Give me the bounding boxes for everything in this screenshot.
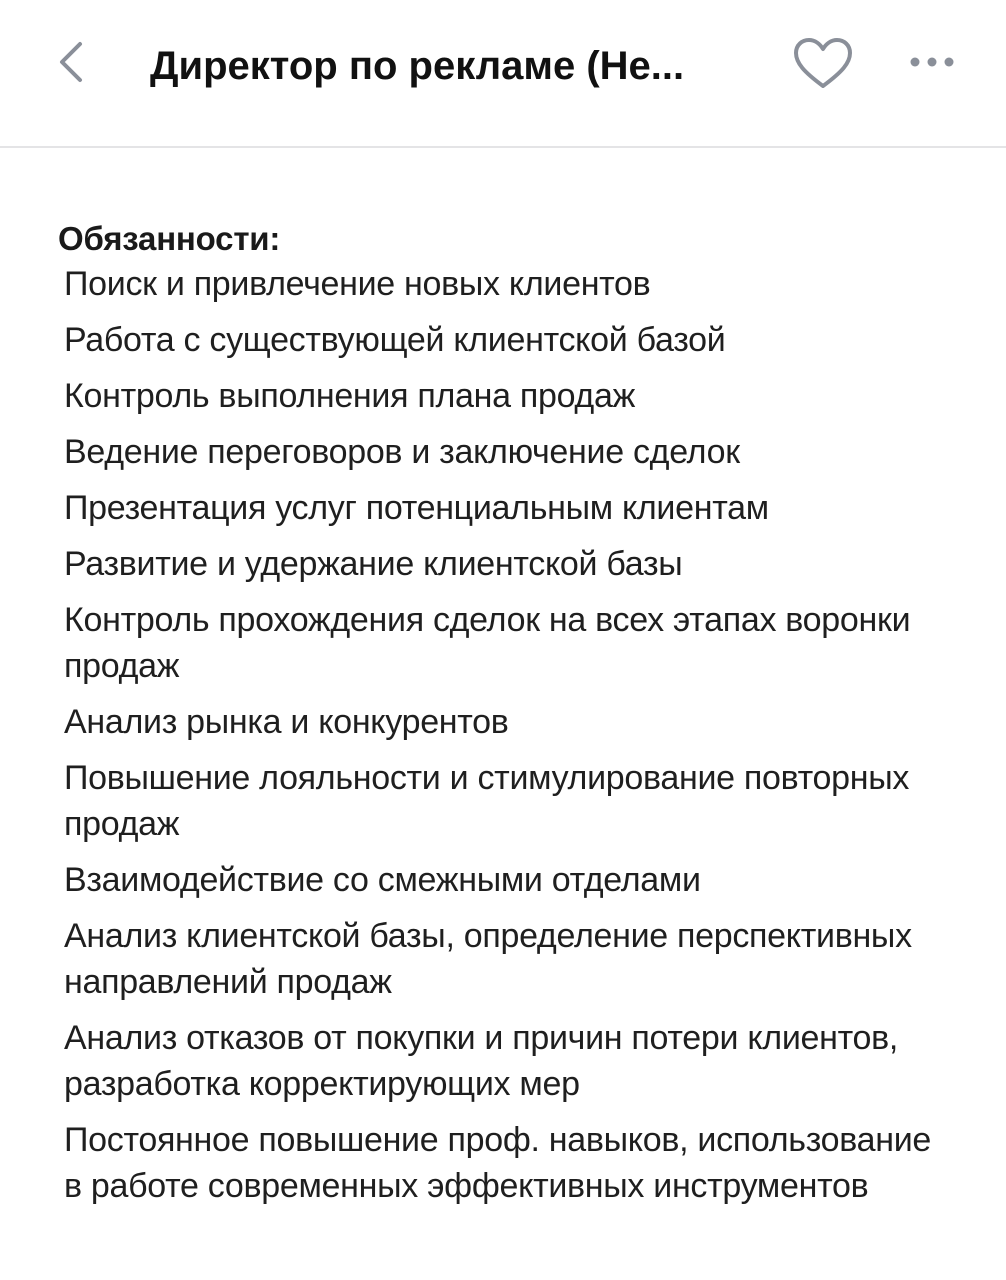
page-title: Директор по рекламе (Не... (150, 44, 685, 88)
duty-item: Взаимодействие со смежными отделами (64, 861, 701, 899)
duty-item: Поиск и привлечение новых клиентов (64, 265, 651, 303)
duty-item: Контроль выполнения плана продаж (64, 377, 636, 415)
chevron-left-icon (50, 36, 94, 88)
duty-item: Развитие и удержание клиентской базы (64, 545, 683, 583)
section-title: Обязанности: (58, 220, 281, 257)
favorite-button[interactable] (790, 36, 856, 92)
duty-item: Анализ отказов от покупки и причин потери клиентов, разработка корректирующих мер (64, 1019, 899, 1103)
duty-item: Анализ рынка и конкурентов (64, 703, 509, 741)
back-button[interactable] (50, 36, 94, 88)
duty-item: Анализ клиентской базы, определение перспективных направлений продаж (64, 917, 912, 1001)
duty-item: Ведение переговоров и заключение сделок (64, 433, 740, 471)
duty-item: Презентация услуг потенциальным клиентам (64, 489, 769, 527)
duty-item: Постоянное повышение проф. навыков, использование в работе современных эффективных инструментов (64, 1121, 932, 1205)
more-options-button[interactable] (902, 46, 962, 78)
heart-icon (790, 36, 856, 92)
duty-item: Повышение лояльности и стимулирование повторных продаж (64, 759, 910, 843)
duties-list (64, 261, 944, 1219)
duty-item: Работа с существующей клиентской базой (64, 321, 726, 359)
duty-item: Контроль прохождения сделок на всех этапах воронки продаж (64, 601, 911, 685)
top-bar (0, 0, 1006, 148)
more-horizontal-icon (902, 46, 962, 78)
